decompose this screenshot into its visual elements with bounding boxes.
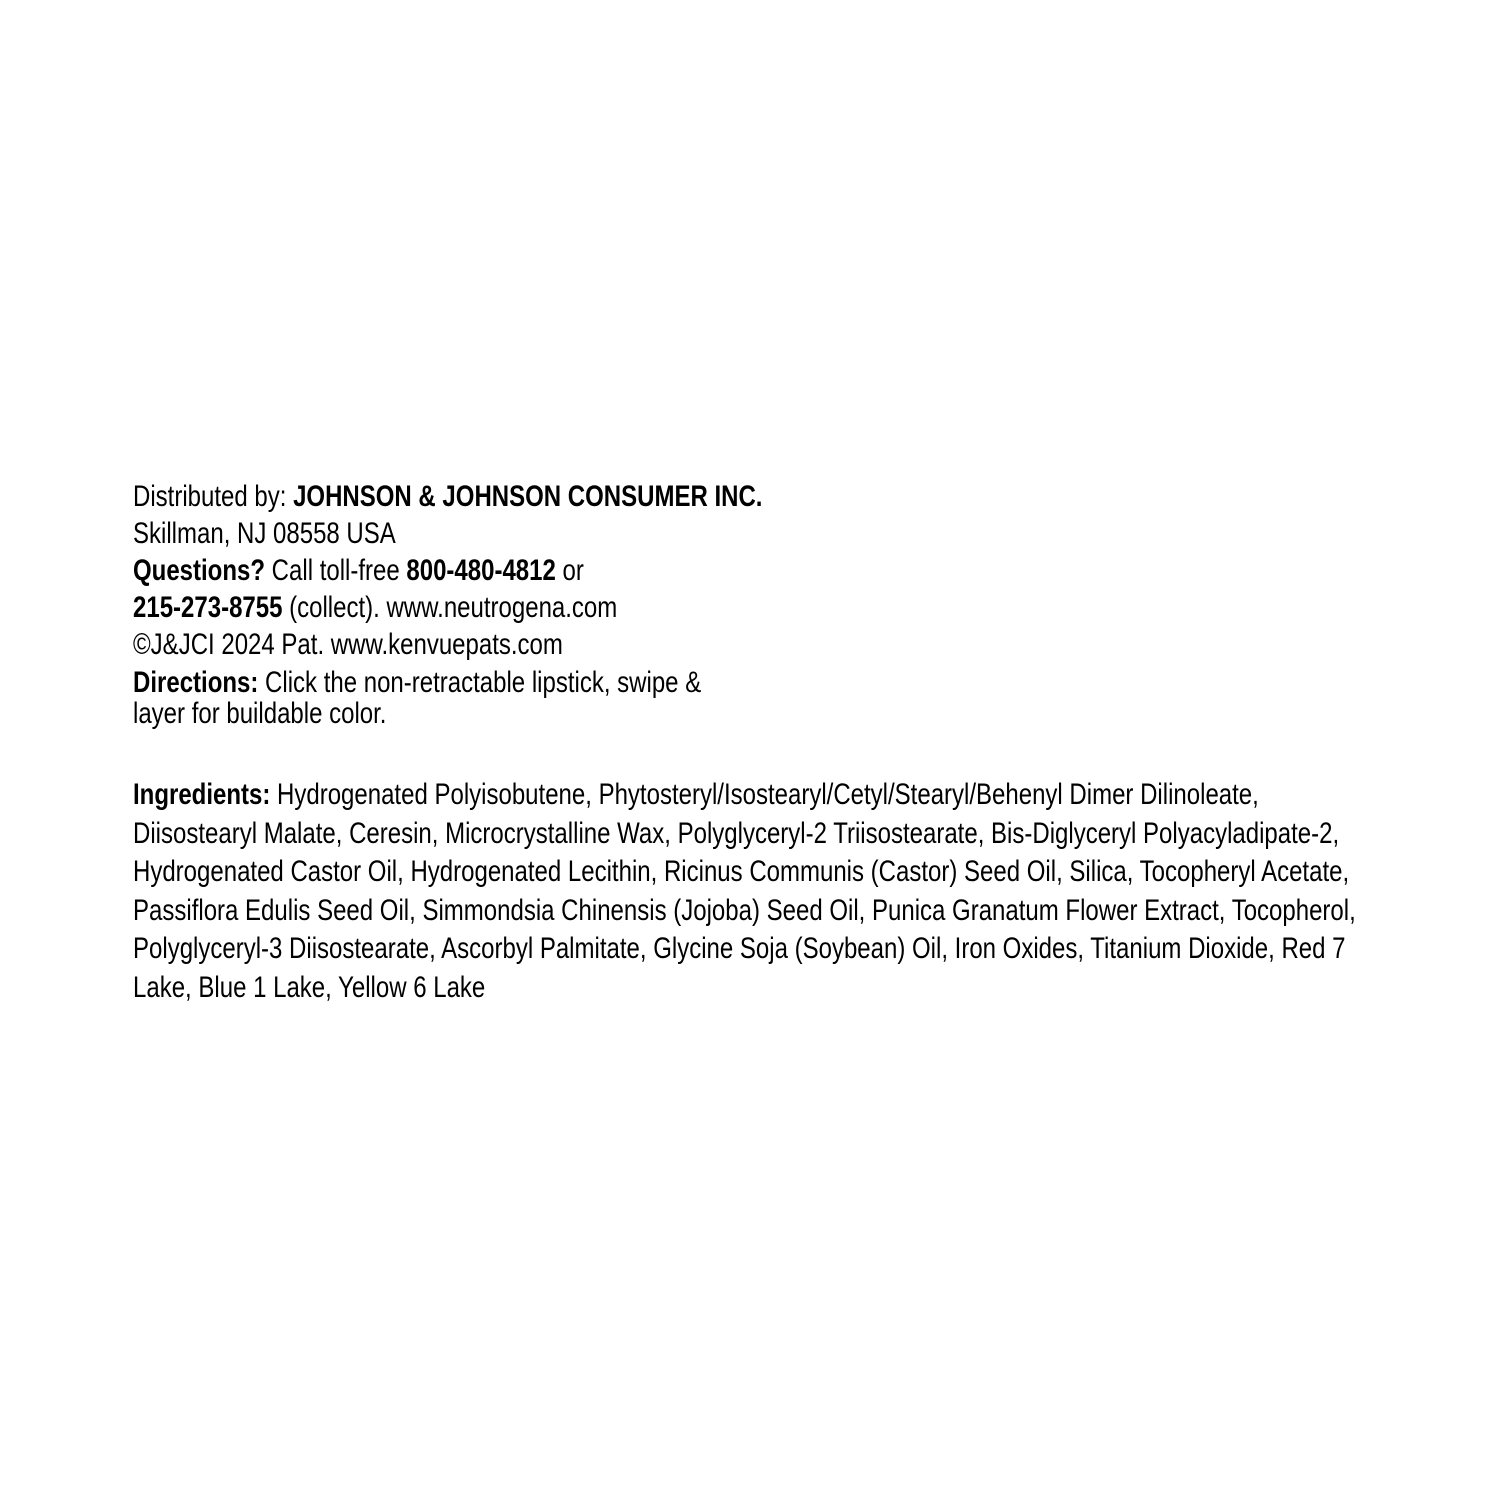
distributed-by-line bbox=[133, 478, 933, 515]
collect-phone: 215-273-8755 bbox=[133, 591, 283, 624]
ingredients-text: Hydrogenated Polyisobutene, Phytosteryl/Isostearyl/Cetyl/Stearyl/Behenyl Dimer Dilinoleate, Diisostearyl Malate, Ceresin, Microcrystalline Wax, Polyglyceryl-2 Triisostearate, Bis-Diglyceryl Polyacyladipate-2, Hydrogenated Castor Oil, Hydrogenated Lecithin, Ricinus Communis (Castor) Seed Oil, Silica, Tocopheryl Acetate, Passiflora Edulis Seed Oil, Simmondsia Chinensis (Jojoba) Seed Oil, Punica Granatum Flower Extract, Tocopherol, Polyglyceryl-3 Diisostearate, Ascorbyl Palmitate, Glycine Soja (Soybean) Oil, Iron Oxides, Titanium Dioxide, Red 7 Lake, Blue 1 Lake, Yellow 6 Lake bbox=[133, 778, 1356, 1004]
ingredients-label: Ingredients: bbox=[133, 778, 271, 811]
tollfree-phone: 800-480-4812 bbox=[406, 554, 556, 587]
directions-line-2: layer for buildable color. bbox=[133, 697, 387, 730]
directions-label: Directions: bbox=[133, 666, 259, 699]
questions-label: Questions? bbox=[133, 554, 266, 587]
collect-text: (collect). www.neutrogena.com bbox=[282, 591, 618, 624]
or-text: or bbox=[555, 554, 584, 587]
questions-text: Call toll-free bbox=[265, 554, 407, 587]
distributed-prefix: Distributed by: bbox=[133, 480, 294, 513]
copyright-line: ©J&JCI 2024 Pat. www.kenvuepats.com bbox=[133, 628, 563, 661]
distributor-info bbox=[133, 478, 933, 729]
address-line: Skillman, NJ 08558 USA bbox=[133, 517, 396, 550]
distributor-name: JOHNSON & JOHNSON CONSUMER INC. bbox=[293, 480, 763, 513]
collect-line bbox=[133, 589, 933, 626]
questions-line bbox=[133, 552, 933, 589]
directions-line bbox=[133, 666, 933, 699]
directions-text: Click the non-retractable lipstick, swipe & bbox=[258, 666, 702, 699]
ingredients-paragraph bbox=[133, 776, 1373, 1007]
